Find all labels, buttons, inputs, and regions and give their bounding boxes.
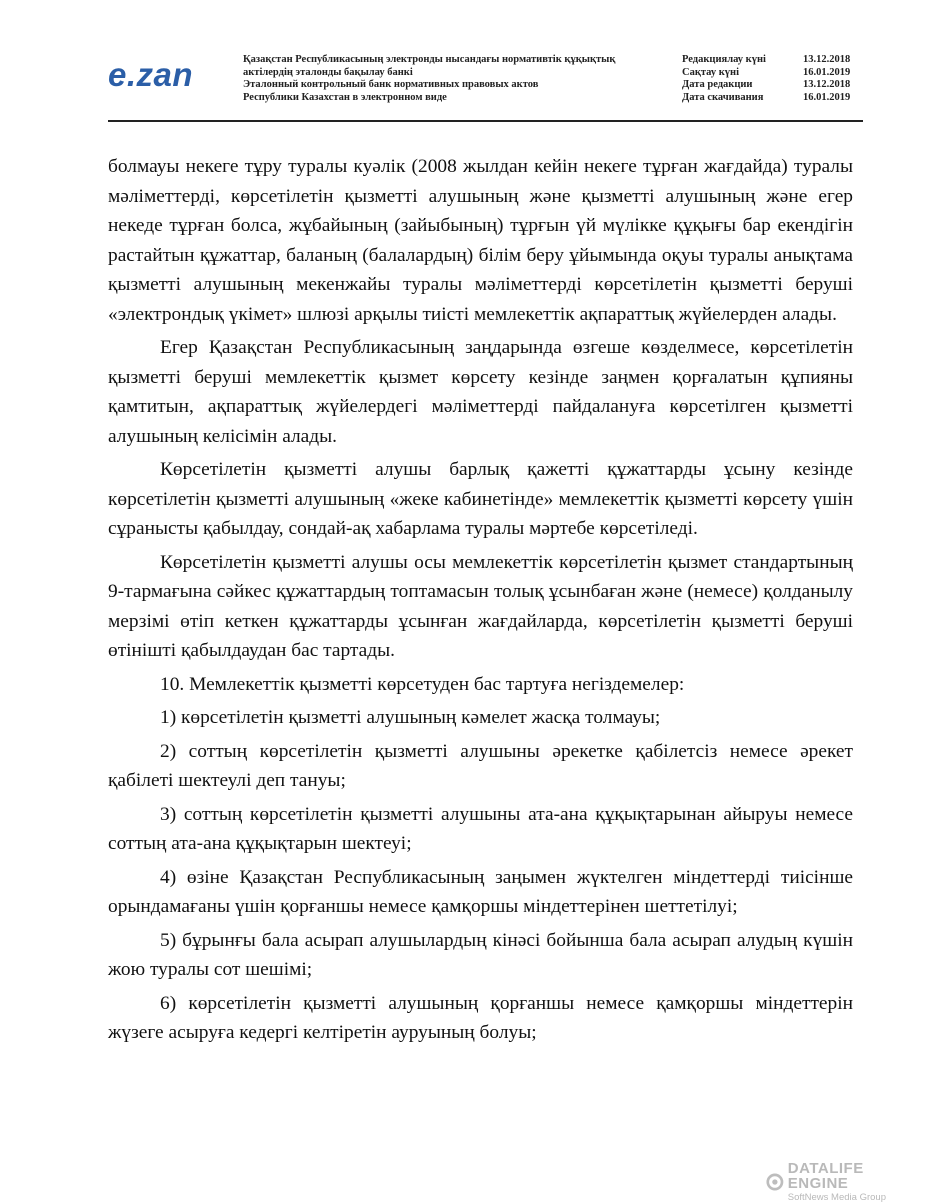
paragraph: болмауы некеге тұру туралы куәлік (2008 жылдан кейін некеге тұрған жағдайда) туралы мәліметтерді, көрсетілетін қызметті алушының және қызметті алушының және егер некеде тұрған болса, жұбайының (зайыбының) тұрғын үй мүлікке құқығы бар екендігін растайтын құжаттар, баланың (балалардың) білім беру ұйымында оқуы туралы анықтама қызметті алушының мекенжайы туралы мәліметтерді көрсетілетін қызметті беруші «электрондық үкімет» шлюзі арқылы тиісті мемлекеттік ақпараттық жүйелерден алады. xyxy=(108,156,853,325)
list-item: 2) соттың көрсетілетін қызметті алушыны әрекетке қабілетсіз немесе әрекет қабілеті шектеулі деп тануы; xyxy=(108,740,853,791)
meta-row xyxy=(682,54,863,67)
header-desc-line: Республики Казахстан в электронном виде xyxy=(243,91,447,103)
header-desc-line: Эталонный контрольный банк нормативных правовых актов xyxy=(243,79,539,90)
header-desc-line: Қазақстан Республикасының электронды нысандағы нормативтік құқықтық xyxy=(243,54,616,65)
list-item: 3) соттың көрсетілетін қызметті алушыны ата-ана құқықтарынан айыруы немесе соттың ата-ана құқықтарын шектеуі; xyxy=(108,803,853,854)
document-header xyxy=(108,50,863,122)
meta-label: Сақтау күні xyxy=(682,66,740,78)
meta-label: Редакциялау күні xyxy=(682,54,766,65)
list-item: 1) көрсетілетін қызметті алушының кәмелет жасқа толмауы; xyxy=(160,707,661,728)
paragraph: Егер Қазақстан Республикасының заңдарында өзгеше көзделмесе, көрсетілетін қызметті беруші мемлекеттік қызмет көрсету кезінде заңмен қорғалатын құпияны қамтитын, ақпараттық жүйелердегі мәліметтерді пайдалануға көрсетілген қызметті алушының келісімін алады. xyxy=(108,337,853,447)
meta-value: 13.12.2018 xyxy=(803,54,851,65)
paragraph: Көрсетілетін қызметті алушы осы мемлекеттік көрсетілетін қызмет стандартының 9-тармағына сәйкес құжаттардың топтамасын толық ұсынбаған және (немесе) қолданылу мерзімі өтіп кеткен құжаттарды ұсынған жағдайларда, көрсетілетін қызметті беруші өтінішті қабылдаудан бас тартады. xyxy=(108,551,853,661)
datalife-logo-icon xyxy=(766,1173,784,1191)
ezan-logo: e.zan xyxy=(108,56,194,93)
meta-label: Дата скачивания xyxy=(682,91,764,103)
list-item: 5) бұрынғы бала асырап алушылардың кінәсі бойынша бала асырап алудың күшін жою туралы сот шешімі; xyxy=(108,929,853,980)
meta-value: 13.12.2018 xyxy=(803,79,851,90)
header-meta xyxy=(682,54,863,104)
meta-value: 16.01.2019 xyxy=(803,91,851,103)
header-description xyxy=(243,54,663,104)
meta-row xyxy=(682,67,863,80)
watermark-title: DATALIFE ENGINE xyxy=(787,1160,864,1192)
document-body xyxy=(108,152,853,1052)
datalife-watermark xyxy=(766,1161,927,1203)
section-heading: 10. Мемлекеттік қызметті көрсетуден бас тартуға негіздемелер: xyxy=(160,673,685,695)
list-item: 4) өзіне Қазақстан Республикасының заңымен жүктелген міндеттерді тиісінше орындамағаны үшін қорғаншы немесе қамқоршы міндеттерінен шеттетілуі; xyxy=(108,866,853,917)
meta-row xyxy=(682,92,863,105)
watermark-subtitle: SoftNews Media Group xyxy=(787,1192,886,1203)
paragraph: Көрсетілетін қызметті алушы барлық қажетті құжаттарды ұсыну кезінде көрсетілетін қызметті алушының «жеке кабинетінде» мемлекеттік қызметті көрсету үшін сұранысты қабылдау, сондай-ақ хабарлама туралы мәртебе көрсетіледі. xyxy=(108,459,853,539)
header-desc-line: актілердің эталонды бақылау банкі xyxy=(243,66,413,78)
list-item: 6) көрсетілетін қызметті алушының қорғаншы немесе қамқоршы міндеттерін жүзеге асыруға кедергі келтіретін ауруының болуы; xyxy=(108,992,853,1043)
meta-label: Дата редакции xyxy=(682,79,753,90)
meta-value: 16.01.2019 xyxy=(803,66,851,78)
meta-row xyxy=(682,79,863,92)
